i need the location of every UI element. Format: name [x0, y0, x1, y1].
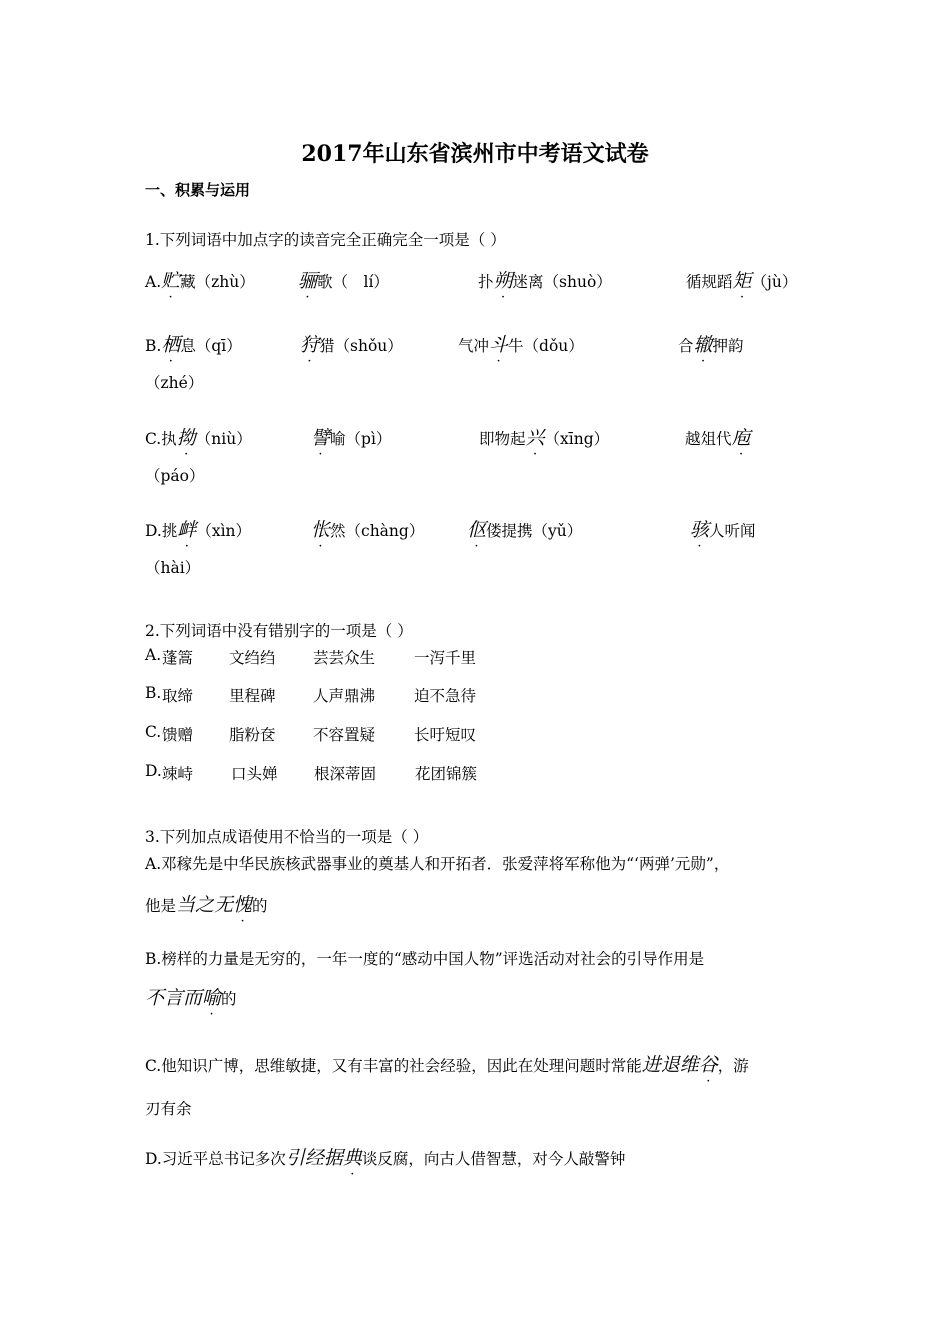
- q1-option-b-item2: [300, 330, 403, 357]
- item-text: （jù）: [751, 273, 798, 291]
- dotted-char: 拗: [176, 427, 196, 449]
- q2-word: 不容置疑: [313, 726, 376, 744]
- q3-stem: 3.下列加点成语使用不恰当的一项是（ ）: [145, 828, 429, 846]
- q1-option-c-wrap: （páo）: [145, 467, 205, 485]
- q1-option-d-item1: [145, 515, 251, 542]
- idiom: 引经据: [285, 1147, 343, 1169]
- q1-stem: 1.下列词语中加点字的读音完全正确完全一项是（ ）: [145, 231, 506, 249]
- option-label: C.: [145, 430, 162, 448]
- q2-word: 蓬篙: [162, 649, 194, 667]
- q1-option-c-item4: [685, 423, 751, 450]
- dotted-char: 骊: [298, 270, 318, 292]
- dotted-char: 伛: [467, 519, 487, 541]
- q3-option-b-line1: B.榜样的力量是无穷的，一年一度的“感动中国人物”评选活动对社会的引导作用是: [145, 950, 705, 968]
- q1-option-d-item3: [467, 515, 582, 542]
- item-text: 迷离（shuò）: [512, 273, 612, 291]
- item-text: 即物起: [479, 430, 526, 448]
- dotted-char: 兴: [525, 427, 545, 449]
- item-text: 循规蹈: [686, 273, 733, 291]
- q1-option-b-item1: [145, 330, 242, 357]
- q1-option-d-item2: [311, 515, 424, 542]
- dotted-char: 栖: [161, 334, 181, 356]
- q1-option-b-wrap: （zhé）: [145, 374, 204, 392]
- q1-option-c-item1: [145, 423, 252, 450]
- item-text: （xìn）: [196, 522, 252, 540]
- page-title: 2017年山东省滨州市中考语文试卷: [301, 141, 649, 167]
- option-label: A.: [145, 273, 162, 291]
- q2-option-a-label: A.: [145, 646, 162, 664]
- idiom: 当之无: [176, 894, 234, 916]
- item-text: 押韵: [712, 337, 744, 355]
- item-text: 人听闻: [709, 522, 756, 540]
- q2-word: 长吁短叹: [414, 726, 477, 744]
- item-text: （xīng）: [544, 430, 610, 448]
- q2-word: 文绉绉: [229, 649, 276, 667]
- q1-option-b-item4: [678, 330, 744, 357]
- option-label: B.: [145, 337, 162, 355]
- item-text: 牛（dǒu）: [508, 337, 584, 355]
- dotted-char: 愧: [233, 894, 253, 916]
- item-text: 喻（pì）: [330, 430, 392, 448]
- item-text: 的: [221, 990, 237, 1008]
- q3-option-a-line2: [145, 890, 268, 917]
- q2-option-d-label: D.: [145, 762, 162, 780]
- item-text: 猎（shǒu）: [319, 337, 403, 355]
- q2-word: 芸芸众生: [313, 649, 376, 667]
- item-text: 偻提携（yǔ）: [486, 522, 583, 540]
- item-text: 执: [161, 430, 177, 448]
- item-text: 歌（ lí）: [317, 273, 389, 291]
- dotted-char: 譬: [311, 427, 331, 449]
- dotted-char: 斗: [489, 334, 509, 356]
- q3-option-c-line2: 刃有余: [145, 1100, 192, 1118]
- item-text: C.他知识广博，思维敏捷，又有丰富的社会经验，因此在处理问题时常能: [145, 1057, 642, 1075]
- option-label: D.: [145, 522, 162, 540]
- q1-option-d-wrap: （hài）: [145, 559, 201, 577]
- item-text: （niù）: [195, 430, 252, 448]
- q2-option-c-label: C.: [145, 723, 162, 741]
- item-text: 挑: [161, 522, 178, 540]
- dotted-char: 矩: [732, 270, 752, 292]
- dotted-char: 怅: [311, 519, 331, 541]
- item-text: ，游: [717, 1057, 749, 1075]
- q2-word: 一泻千里: [414, 649, 477, 667]
- idiom: 进退维: [641, 1054, 699, 1076]
- q2-word: 口头婵: [231, 765, 278, 783]
- dotted-char: 典: [342, 1147, 362, 1169]
- q3-option-d-line1: [145, 1143, 625, 1170]
- q1-option-a-item2: [298, 266, 389, 293]
- dotted-char: 喻: [202, 987, 222, 1009]
- dotted-char: 谷: [698, 1054, 718, 1076]
- q3-option-b-line2: [145, 983, 237, 1010]
- q1-option-a-item4: [686, 266, 797, 293]
- dotted-char: 贮: [161, 270, 181, 292]
- q2-stem: 2.下列词语中没有错别字的一项是（ ）: [145, 622, 413, 640]
- item-text: 息（qī）: [180, 337, 242, 355]
- q3-option-c-line1: [145, 1050, 749, 1077]
- q1-option-b-item3: [458, 330, 584, 357]
- q2-word: 迫不急待: [414, 687, 477, 705]
- q1-option-c-item2: [311, 423, 391, 450]
- dotted-char: 辙: [693, 334, 713, 356]
- dotted-char: 朔: [493, 270, 513, 292]
- item-text: 越俎代: [685, 430, 732, 448]
- item-text: 藏（zhù）: [180, 273, 255, 291]
- q1-option-d-item4: [690, 515, 756, 542]
- item-text: 他是: [145, 897, 177, 915]
- q2-option-b-label: B.: [145, 684, 162, 702]
- dotted-char: 庖: [731, 427, 751, 449]
- q1-option-a-item1: [145, 266, 255, 293]
- item-text: 的: [252, 897, 268, 915]
- q2-word: 竦峙: [162, 765, 194, 783]
- q1-option-a-item3: [478, 266, 612, 293]
- idiom: 不言而: [145, 987, 203, 1009]
- q2-word: 人声鼎沸: [313, 687, 376, 705]
- item-text: 谈反腐，向古人借智慧，对今人敲警钟: [361, 1150, 626, 1168]
- item-text: 合: [678, 337, 694, 355]
- q2-word: 根深蒂固: [314, 765, 377, 783]
- dotted-char: 骇: [690, 519, 710, 541]
- dotted-char: 狩: [300, 334, 320, 356]
- item-text: 扑: [478, 273, 494, 291]
- item-text: 然（chàng）: [330, 522, 425, 540]
- q2-word: 里程碑: [229, 687, 276, 705]
- q2-word: 花团锦簇: [415, 765, 478, 783]
- item-text: D.习近平总书记多次: [145, 1150, 286, 1168]
- dotted-char: 衅: [177, 519, 197, 541]
- q2-word: 脂粉奁: [229, 726, 276, 744]
- item-text: 气冲: [458, 337, 490, 355]
- q2-word: 取缔: [162, 687, 194, 705]
- section-heading: 一、积累与运用: [145, 181, 251, 199]
- q1-option-c-item3: [479, 423, 609, 450]
- q2-word: 馈赠: [162, 726, 194, 744]
- q3-option-a-line1: A.邓稼先是中华民族核武器事业的奠基人和开拓者．张爱萍将军称他为“‘两弹’元勋”，: [145, 855, 730, 873]
